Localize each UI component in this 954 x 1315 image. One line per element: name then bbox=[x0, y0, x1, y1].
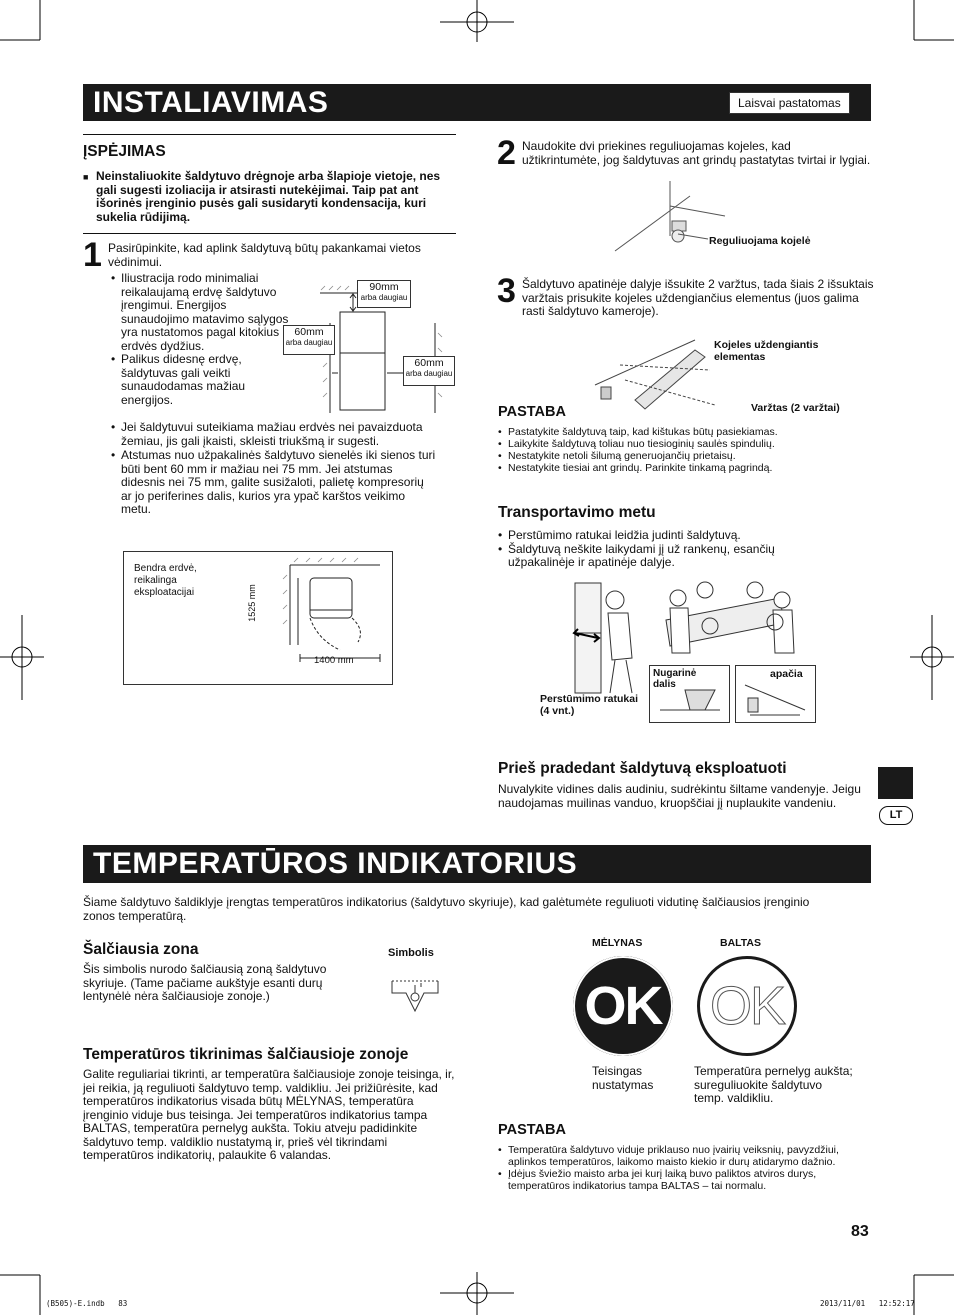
footer-left: (B505)-E.indb 83 bbox=[46, 1299, 128, 1308]
step1-bullets-wide bbox=[111, 421, 436, 517]
list-item: • Temperatūra šaldytuvo viduje priklauso nuo įvairių veiksnių, pavyzdžiui, aplinkos temperatūros, laikomo maisto kiekio ir durų atidarymo dažnio. bbox=[498, 1144, 874, 1168]
note-title: PASTABA bbox=[498, 1122, 566, 1138]
footer-right: 2013/11/01 12:52:17 bbox=[820, 1299, 915, 1308]
symbol-label: Simbolis bbox=[388, 947, 434, 959]
white-caption: Temperatūra pernelyg aukšta; sureguliuokite šaldytuvo temp. valdikliu. bbox=[694, 1064, 853, 1105]
leg-label: Reguliuojama kojelė bbox=[709, 235, 811, 247]
dim-sub: arba daugiau bbox=[405, 369, 453, 378]
transport-list bbox=[498, 529, 828, 570]
dim-left-box bbox=[283, 325, 335, 355]
before-title: Prieš pradedant šaldytuvą eksploatuoti bbox=[498, 760, 787, 777]
screw-label: Varžtas (2 varžtai) bbox=[751, 402, 840, 414]
step1-intro: Pasirūpinkite, kad aplink šaldytuvą būtų pakankamai vietos vėdinimui. bbox=[108, 241, 421, 269]
dim-right: 60mm bbox=[414, 357, 444, 369]
list-item: • Šaldytuvą neškite laikydami jį už rankenų, esančių užpakalinėje ir apatinėje dalyje. bbox=[498, 543, 828, 570]
back-handle-icon bbox=[655, 680, 725, 720]
section-banner-temperature bbox=[83, 845, 871, 883]
leg-cover-diagram bbox=[595, 335, 725, 415]
check-text: Galite reguliariai tikrinti, ar temperatūra šalčiausioje zonoje teisinga, ir, jei reikia, ją reguliuoti šaldytuvo temp. valdikliu. Jei prižiūrėsite, kad temperatūros indikatorius visada būtų MĖLYNAS, temperatūra įrenginio viduje bus teisinga. Jei temperatūros indikatorius tampa BALTAS, temperatūra pernelyg aukšta. Tokiu atveju padidinkite šaldytuvo temp. valdiklio nustatymą ir, prieš vėl tikrindami temperatūros indikatorių, palaukite 6 valandas. bbox=[83, 1067, 455, 1162]
step1-bullets bbox=[111, 272, 296, 407]
step-number: 1 bbox=[83, 236, 102, 274]
back-label: Nugarinė dalis bbox=[653, 668, 697, 690]
list-item: • Iliustracija rodo minimaliai reikalaujamą erdvę šaldytuvo įrengimui. Energijos sunaudojimo matavimo sąlygos yra nustatomos pagal kitokius erdvės dydžius. bbox=[111, 272, 296, 353]
list-item: • Palikus didesnę erdvę, šaldytuvas gali veikti sunaudodamas mažiau energijos. bbox=[111, 353, 296, 407]
width-label: 1400 mm bbox=[314, 655, 354, 666]
divider bbox=[83, 134, 456, 135]
dim-right-box bbox=[403, 356, 455, 386]
white-indicator bbox=[697, 956, 797, 1056]
divider bbox=[83, 233, 456, 234]
height-label: 1525 mm bbox=[246, 584, 257, 622]
cover-label: Kojeles uždengiantis elementas bbox=[714, 339, 819, 363]
dim-sub: arba daugiau bbox=[285, 338, 333, 347]
dim-top-box bbox=[357, 280, 411, 308]
transport-title: Transportavimo metu bbox=[498, 504, 656, 521]
step2-text: Naudokite dvi priekines reguliuojamas kojeles, kad užtikrintumėte, jog šaldytuvas ant grindų pastatytas tvirtai ir lygiai. bbox=[522, 139, 871, 167]
note-list bbox=[498, 426, 868, 474]
list-item: • Atstumas nuo užpakalinės šaldytuvo sienelės iki sienos turi būti bent 60 mm ir mažiau nei 75 mm. Jei atstumas didesnis nei 75 mm, galite susižaloti, palietę kompresorių ar jo periferines dalis, kurios yra ypač karštos veikimo metu. bbox=[111, 449, 436, 517]
list-item: • Pastatykite šaldytuvą taip, kad kištukas būtų pasiekiamas. bbox=[498, 426, 868, 438]
side-tab bbox=[878, 767, 913, 799]
dim-top: 90mm bbox=[369, 281, 399, 293]
blue-caption: Teisingas nustatymas bbox=[592, 1064, 654, 1092]
list-item: • Įdėjus šviežio maisto arba jei kurį laiką buvo paliktos atviros durys, temperatūros indikatorius tampa BALTAS – tai normalu. bbox=[498, 1168, 874, 1192]
dim-sub: arba daugiau bbox=[360, 293, 408, 302]
blue-label: MĖLYNAS bbox=[592, 937, 643, 949]
dim-left: 60mm bbox=[294, 326, 324, 338]
list-item: • Laikykite šaldytuvą toliau nuo tiesioginių saulės spindulių. bbox=[498, 438, 868, 450]
temperature-intro: Šiame šaldytuvo šaldiklyje įrengtas temperatūros indikatorius (šaldytuvo skyriuje), kad galėtumėte reguliuoti vidutinę šalčiausios įrenginio zonos temperatūrą. bbox=[83, 895, 810, 923]
warning-title: ĮSPĖJIMAS bbox=[83, 143, 166, 160]
coldest-text: Šis simbolis nurodo šalčiausią zoną šaldytuvo skyriuje. (Tame pačiame aukštyje esanti durų lentynėlė nėra šalčiausioje zonoje.) bbox=[83, 962, 327, 1003]
before-text: Nuvalykite vidines dalis audiniu, sudrėkintu šiltame vandenyje. Jeigu naudojamas muilinas vanduo, kruopščiai jį nuplaukite vandeniu. bbox=[498, 782, 861, 810]
ok-text: OK bbox=[709, 976, 785, 1036]
note-list bbox=[498, 1144, 874, 1192]
operating-space-drawing bbox=[270, 560, 390, 670]
ok-text: OK bbox=[584, 976, 662, 1036]
page-number: 83 bbox=[851, 1223, 869, 1240]
bottom-label: apačia bbox=[770, 668, 803, 680]
check-title: Temperatūros tikrinimas šalčiausioje zonoje bbox=[83, 1046, 409, 1063]
note-title: PASTABA bbox=[498, 404, 566, 420]
operating-space-label: Bendra erdvė, reikalinga eksploatacijai bbox=[134, 563, 197, 598]
blue-indicator bbox=[573, 956, 673, 1056]
warning-bullet-icon: ■ bbox=[83, 172, 89, 182]
step3-text: Šaldytuvo apatinėje dalyje išsukite 2 varžtus, tada šiais 2 išsuktais varžtais prisukite kojeles uždengiančius elementus (juos galima rasti šaldytuvo kameroje). bbox=[522, 277, 874, 318]
bottom-handle-icon bbox=[740, 680, 810, 720]
list-item: • Jei šaldytuvui suteikiama mažiau erdvės nei pavaizduota žemiau, jis gali įkaisti, skleisti triukšmą ir sugesti. bbox=[111, 421, 436, 448]
list-item: • Nestatykite tiesiai ant grindų. Parinkite tinkamą pagrindą. bbox=[498, 462, 868, 474]
warning-text: Neinstaliuokite šaldytuvo drėgnoje arba šlapioje vietoje, nes gali sugesti izoliacija ir atsirasti nutekėjimai. Taip pat ant išorinės įrenginio pusės gali susidaryti kondensacija, kuri sukelia rūdijimą. bbox=[96, 169, 441, 224]
white-label: BALTAS bbox=[720, 937, 762, 949]
section-title: TEMPERATŪROS INDIKATORIUS bbox=[93, 847, 578, 880]
list-item: • Nestatykite netoli šilumą generuojančių prietaisų. bbox=[498, 450, 868, 462]
list-item: • Perstūmimo ratukai leidžia judinti šaldytuvą. bbox=[498, 529, 828, 543]
freestanding-tag: Laisvai pastatomas bbox=[729, 92, 850, 114]
language-badge: LT bbox=[879, 806, 913, 825]
section-title: INSTALIAVIMAS bbox=[93, 85, 329, 119]
step-number: 3 bbox=[497, 272, 516, 310]
coldest-zone-icon bbox=[390, 973, 440, 1017]
wheels-label: Perstūmimo ratukai (4 vnt.) bbox=[540, 693, 639, 717]
step-number: 2 bbox=[497, 134, 516, 172]
coldest-title: Šalčiausia zona bbox=[83, 941, 199, 958]
